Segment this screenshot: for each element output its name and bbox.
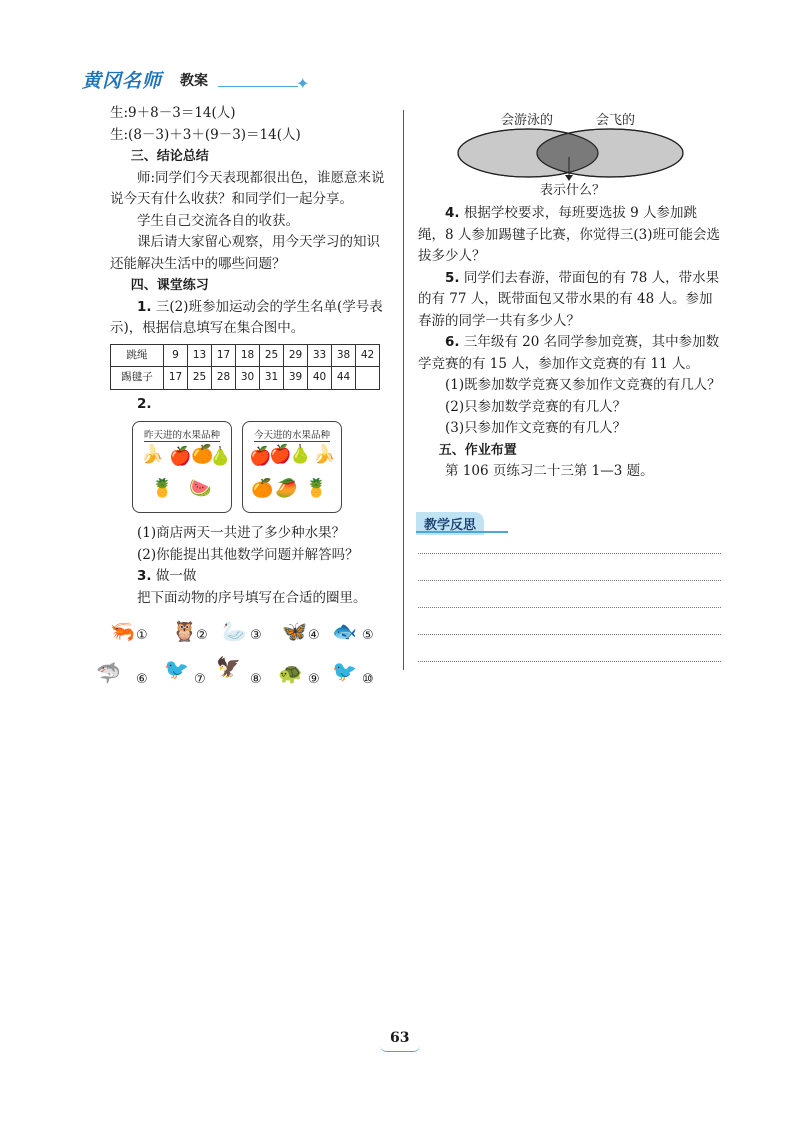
table-cell: [356, 367, 380, 390]
owl-icon: 🦉: [172, 619, 197, 643]
animal-number: ⑤: [362, 628, 374, 643]
question-6-sub-2: (2)只参加数学竞赛的有几人？: [445, 398, 627, 415]
student-number-table: [110, 344, 380, 390]
shark-icon: 🦈: [96, 661, 121, 685]
animal-number: ④: [308, 628, 320, 643]
pineapple-icon: 🍍: [305, 478, 328, 499]
sparkle-icon: ✦: [296, 74, 310, 93]
table-cell: 28: [212, 367, 236, 390]
question-1: [110, 297, 390, 340]
venn-right-label: 会飞的: [596, 113, 636, 128]
question-6-sub-3: (3)只参加作文竞赛的有几人？: [445, 420, 627, 436]
equation-line-1: 生:9＋8－3＝14(人): [110, 105, 236, 121]
writing-line: [418, 580, 721, 581]
table-cell: 30: [236, 367, 260, 390]
butterfly-icon: 🦋: [282, 619, 307, 643]
animal-number: ⑦: [194, 672, 206, 687]
section-4-title: 四、课堂练习: [130, 278, 209, 293]
question-4-text: 根据学校要求，每班要选拔 9 人参加跳绳，8 人参加踢毽子比赛，你觉得三(3)班可能会选拔多少人？: [418, 205, 721, 264]
table-row: [111, 367, 380, 390]
venn-diagram: [455, 105, 695, 200]
question-4: [418, 203, 723, 268]
table-cell: 33: [308, 344, 332, 367]
question-3-title: 做一做: [155, 568, 197, 584]
writing-line: [418, 634, 721, 635]
table-cell: 17: [212, 344, 236, 367]
table-cell: 13: [188, 344, 212, 367]
homework-text: 第 106 页练习二十三第 1—3 题。: [445, 463, 654, 479]
pear-icon: 🍐: [209, 446, 232, 467]
right-column: [418, 203, 723, 483]
writing-line: [418, 661, 721, 662]
shrimp-icon: 🦐: [110, 619, 135, 643]
writing-line: [418, 553, 721, 554]
banana-icon: 🍌: [313, 444, 336, 465]
writing-line: [418, 607, 721, 608]
question-1-number: 1.: [137, 298, 152, 315]
equation-line-2: 生:(8－3)＋3＋(9－3)＝14(人): [110, 126, 301, 143]
today-fruit-box: [242, 421, 342, 513]
table-cell: 25: [260, 344, 284, 367]
question-5-number: 5.: [445, 269, 460, 286]
table-cell: 39: [284, 367, 308, 390]
row-label: 踢毽子: [111, 367, 164, 390]
question-2-sub-2: (2)你能提出其他数学问题并解答吗？: [137, 546, 359, 563]
animal-number: ⑨: [308, 672, 320, 687]
animal-illustration: [96, 617, 390, 695]
table-cell: 29: [284, 344, 308, 367]
question-3-text: 把下面动物的序号填写在合适的圈里。: [137, 589, 367, 606]
question-6-text: 三年级有 20 名同学参加竞赛，其中参加数学竞赛的有 15 人，参加作文竞赛的有 11 人。: [418, 334, 720, 372]
table-cell: 17: [164, 367, 188, 390]
column-divider: [403, 110, 404, 670]
question-6-number: 6.: [445, 334, 460, 350]
watermelon-icon: 🍉: [189, 478, 212, 499]
left-column: [96, 103, 390, 695]
table-cell: 44: [332, 367, 356, 390]
yesterday-fruit-box: [132, 421, 232, 513]
section-5-title: 五、作业布置: [438, 442, 517, 458]
mango-icon: 🥭: [275, 478, 298, 499]
apple-icon: 🍎: [169, 446, 192, 467]
question-3: [110, 566, 390, 588]
fish-icon: 🐟: [332, 619, 357, 643]
animal-number: ⑧: [250, 672, 262, 687]
today-fruit-title: 今天进的水果品种: [253, 430, 330, 441]
animal-number: ③: [250, 628, 262, 643]
page-number: 63: [390, 1030, 410, 1046]
header-divider: [218, 86, 298, 87]
table-cell: 9: [164, 344, 188, 367]
orange-icon: 🍊: [251, 478, 274, 499]
question-3-number: 3.: [137, 568, 152, 584]
row-label: 跳绳: [111, 344, 164, 367]
fruit-illustration: [132, 421, 352, 517]
page-number-ornament: [380, 1045, 420, 1052]
section-3-title: 三、结论总结: [130, 149, 209, 164]
parrot-icon: 🐦: [332, 659, 357, 683]
question-5-text: 同学们去春游，带面包的有 78 人，带水果的有 77 人，既带面包又带水果的有 48 人。参加春游的同学一共有多少人？: [418, 269, 720, 329]
table-cell: 31: [260, 367, 284, 390]
question-1-text: 三(2)班参加运动会的学生名单(学号表示)，根据信息填写在集合图中。: [110, 298, 383, 336]
table-cell: 18: [236, 344, 260, 367]
turtle-icon: 🐢: [278, 661, 303, 685]
table-cell: 38: [332, 344, 356, 367]
question-5: [418, 268, 723, 333]
table-cell: 40: [308, 367, 332, 390]
reflection-tab: 教学反思: [416, 512, 484, 535]
brand-logo: 黄冈名师: [82, 70, 163, 92]
teacher-paragraph: 师:同学们今天表现都很出色，谁愿意来说说今天有什么收获？和同学们一起分享。: [110, 169, 385, 207]
venn-left-label: 会游泳的: [501, 113, 554, 128]
table-cell: 25: [188, 367, 212, 390]
question-4-number: 4.: [445, 205, 460, 221]
question-2-sub-1: (1)商店两天一共进了多少种水果？: [137, 525, 346, 541]
orange-icon: 🍊: [191, 444, 214, 465]
student-paragraph: 学生自己交流各自的收获。: [137, 212, 299, 229]
eagle-icon: 🦅: [216, 655, 241, 679]
table-row: [111, 344, 380, 367]
question-2: [110, 394, 390, 416]
animal-number: ⑩: [362, 672, 374, 687]
yesterday-fruit-title: 昨天进的水果品种: [143, 430, 220, 441]
reflection-underline: [416, 531, 508, 533]
venn-bottom-label: 表示什么？: [540, 183, 606, 198]
table-cell: 42: [356, 344, 380, 367]
animal-number: ①: [136, 628, 148, 643]
question-6-sub-1: (1)既参加数学竞赛又参加作文竞赛的有几人？: [445, 377, 721, 393]
apple-icon: 🍎: [269, 444, 292, 465]
apple-icon: 🍎: [249, 446, 272, 467]
header-subtitle: 教案: [180, 73, 208, 89]
pear-icon: 🍐: [289, 444, 312, 465]
homework-hint-paragraph: 课后请大家留心观察，用今天学习的知识还能解决生活中的哪些问题？: [110, 234, 380, 272]
question-2-number: 2.: [137, 395, 152, 412]
question-6: [418, 332, 723, 375]
swan-icon: 🦢: [222, 619, 247, 643]
pineapple-icon: 🍍: [151, 478, 174, 499]
animal-number: ⑥: [136, 672, 148, 687]
animal-number: ②: [196, 628, 208, 643]
banana-icon: 🍌: [141, 444, 164, 465]
bird-icon: 🐦: [164, 657, 189, 681]
